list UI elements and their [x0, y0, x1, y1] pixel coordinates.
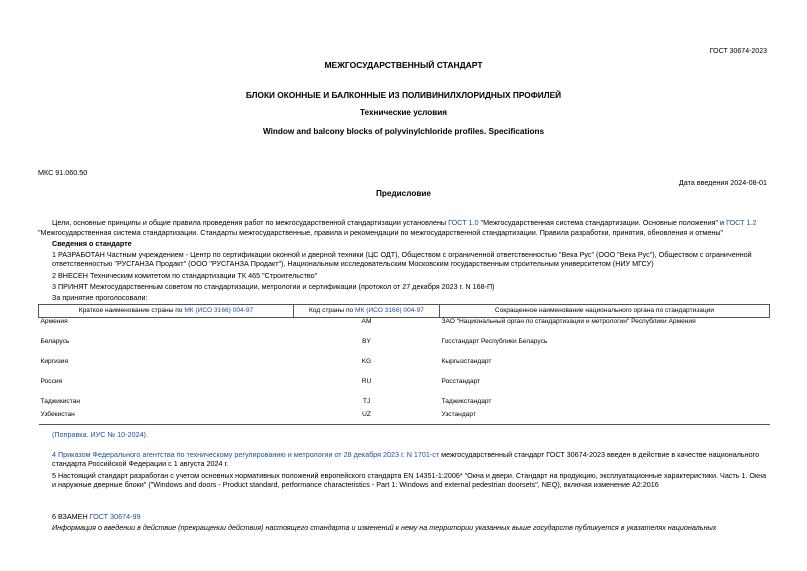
standard-type: МЕЖГОСУДАРСТВЕННЫЙ СТАНДАРТ [324, 60, 483, 70]
table-row: Беларусь BY Госстандарт Республики Беларусь [40, 337, 548, 345]
link-mk-iso-1[interactable]: МК (ИСО 3166) 004-97 [184, 306, 254, 314]
table-row: Киргизия KG Кыргызстандарт [40, 357, 492, 365]
link-mk-iso-2[interactable]: МК (ИСО 3166) 004-97 [355, 306, 424, 314]
table-header-row [39, 305, 770, 318]
item-adopted: 3 ПРИНЯТ Межгосударственным советом по стандартизации, метрологии и сертификации (протокол от 27 декабря 2023 г. N 168-П) [52, 282, 495, 291]
item-order: 4 Приказом Федерального агентства по техническому регулированию и метрологии от 28 декабря 2023 г. N 1701-ст межгосударственный стандарт ГОСТ 30674-2023 введен в действие в качестве национального стандарта Российской Федерации с 1 августа 2024 г. [52, 450, 760, 468]
header-code: Код страны по МК (ИСО 3166) 004-97 [294, 305, 440, 318]
foreword-heading: Предисловие [376, 189, 431, 198]
table-row: Армения AM ЗАО "Национальный орган по стандартизации и метрологии" Республики Армения [40, 318, 696, 325]
doc-subtitle: Технические условия [359, 108, 448, 117]
item-based-on: 5 Настоящий стандарт разработан с учетом основных нормативных положений европейского стандарта EN 14351-1:2006* "Окна и двери. Стандарт на продукцию, эксплуатационные характеристики. Часть 1. Окна и наружные дверные блоки" ("Windows and doors - Product standard, performance characteristics - Part 1: Windows and external pedestrian doorsets", NEQ), включая изменение A2:2016 [52, 471, 767, 489]
amendment-link[interactable]: (Поправка. ИУС № 10-2024). [52, 430, 148, 439]
link-gost-1-2[interactable]: ГОСТ 1.2 [726, 218, 757, 227]
intro-date: Дата введения 2024-08-01 [678, 178, 767, 187]
info-heading: Сведения о стандарте [52, 239, 132, 248]
table-row: Россия RU Росстандарт [40, 377, 481, 385]
publication-note: Информация о введении в действие (прекращении действия) настоящего стандарта и изменений к нему на территории указанных выше государств публикуется в указателях национальных [52, 523, 717, 532]
voted-label: За принятие проголосовали: [52, 293, 148, 302]
item-replaces: 6 ВЗАМЕН ГОСТ 30674-99 [52, 512, 141, 521]
link-gost-30674-99[interactable]: ГОСТ 30674-99 [89, 512, 141, 521]
doc-id: ГОСТ 30674-2023 [709, 48, 767, 55]
mks-code: МКС 91.060.50 [38, 168, 88, 177]
header-body: Сокращенное наименование национального органа по стандартизации [440, 305, 770, 318]
table-row: Узбекистан UZ Узстандарт [40, 410, 476, 418]
table-row: Таджикистан TJ Таджикстандарт [40, 397, 492, 405]
foreword-paragraph-1-cont: "Межгосударственная система стандартизации. Стандарты межгосударственные, правила и рекомендации по межгосударственной стандартизации. Правила разработки, принятия, обновления и отмены" [38, 228, 724, 237]
doc-title: БЛОКИ ОКОННЫЕ И БАЛКОННЫЕ ИЗ ПОЛИВИНИЛХЛОРИДНЫХ ПРОФИЛЕЙ [245, 90, 562, 100]
header-country: Краткое наименование страны по МК (ИСО 3166) 004-97 [39, 305, 294, 318]
item-developed: 1 РАЗРАБОТАН Частным учреждением - Центр по сертификации оконной и дверной техники (ЦС ОДТ), Обществом с ограниченной ответственностью "Века Рус" (ООО "Века Рус"), Обществом с ограниченной ответственностью "РУСГАНЗА Продакт" (ООО "РУСГАНЗА Продакт"), Национальным исследовательским Московским государственным строительным университетом (НИУ МГСУ) [52, 250, 752, 268]
link-gost-1-0[interactable]: ГОСТ 1.0 [448, 218, 479, 227]
doc-title-en: Window and balcony blocks of polyvinylchloride profiles. Specifications [262, 127, 545, 136]
countries-table [38, 304, 770, 425]
link-order-1701[interactable]: 4 Приказом Федерального агентства по техническому регулированию и метрологии от 28 декабря 2023 г. N 1701-ст [52, 450, 440, 459]
foreword-paragraph-1: Цели, основные принципы и общие правила проведения работ по межгосударственной стандартизации установлены ГОСТ 1.0 "Межгосударственная система стандартизации. Основные положения" и ГОСТ 1.2 [52, 218, 757, 227]
item-introduced: 2 ВНЕСЕН Техническим комитетом по стандартизации ТК 465 "Строительство" [52, 271, 318, 280]
